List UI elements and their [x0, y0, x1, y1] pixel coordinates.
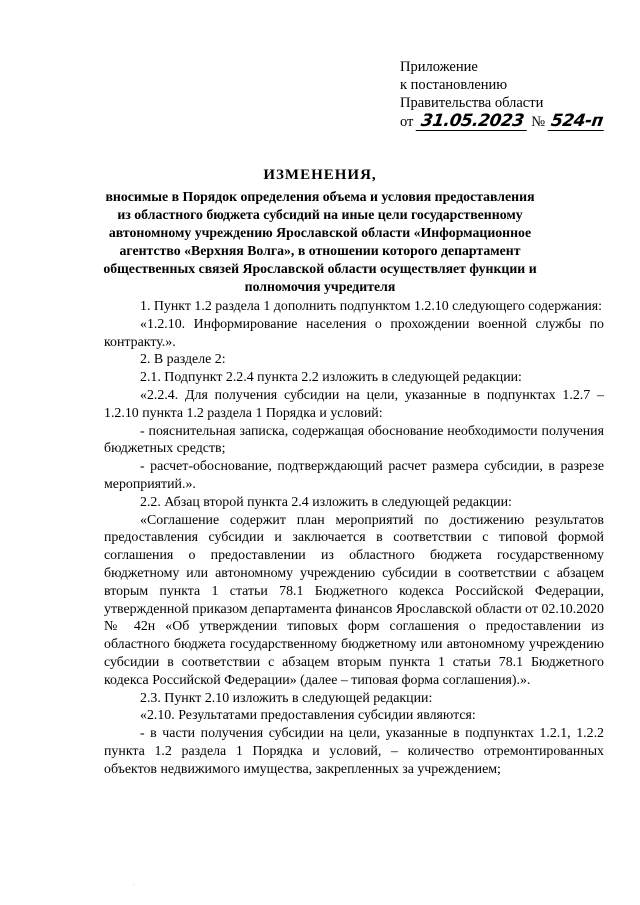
scan-artifact: ·	[132, 880, 135, 890]
document-title-block	[100, 166, 540, 296]
document-title: ИЗМЕНЕНИЯ,	[263, 167, 377, 183]
document-body	[104, 298, 604, 779]
paragraph-11: «2.10. Результатами предоставления субсидии являются:	[140, 708, 476, 724]
paragraph-2: «1.2.10. Информирование населения о прохождении военной службы по контракту.».	[104, 316, 604, 350]
number-prefix: №	[531, 114, 546, 130]
paragraph-8: 2.2. Абзац второй пункта 2.4 изложить в следующей редакции:	[140, 494, 512, 510]
paragraph-7: - расчет-обоснование, подтверждающий расчет размера субсидии, в разрезе мероприятий.».	[104, 459, 604, 492]
paragraph-5: «2.2.4. Для получения субсидии на цели, указанные в подпунктах 1.2.7 – 1.2.10 пункта 1.2 раздела 1 Порядка и условий:	[104, 387, 604, 421]
appendix-date-line	[400, 111, 604, 131]
paragraph-4: 2.1. Подпункт 2.2.4 пункта 2.2 изложить в следующей редакции:	[140, 370, 522, 386]
paragraph-12: - в части получения субсидии на цели, указанные в подпунктах 1.2.1, 1.2.2 пункта 1.2 раздела 1 Порядка и условий, – количество отремонтированных объектов недвижимого имущества, закрепленных за учреждением;	[104, 726, 604, 777]
appendix-line-3: Правительства области	[400, 95, 544, 111]
paragraph-9: «Соглашение содержит план мероприятий по достижению результатов предоставления субсидии и заключается в соответствии с типовой формой соглашения о предоставлении из областного бюджета государственному бюджетному или автономному учреждению субсидии в соответствии с абзацем вторым пункта 1 статьи 78.1 Бюджетного кодекса Российской Федерации, утвержденной приказом департамента финансов Ярославской области от 02.10.2020 № 42н «Об утверждении типовых форм соглашения о предоставлении из областного бюджета государственному бюджетному или автономному учреждению субсидии в соответствии с абзацем вторым пункта 1 статьи 78.1 Бюджетного кодекса Российской Федерации» (далее – типовая форма соглашения).».	[104, 512, 604, 688]
paragraph-3: 2. В разделе 2:	[140, 352, 226, 368]
appendix-header	[400, 58, 604, 131]
appendix-line-1: Приложение	[400, 59, 478, 75]
paragraph-10: 2.3. Пункт 2.10 изложить в следующей редакции:	[140, 690, 433, 706]
appendix-line-2: к постановлению	[400, 77, 508, 93]
handwritten-date: 31.05.2023	[416, 112, 529, 131]
document-subtitle: вносимые в Порядок определения объема и условия предоставления из областного бюджета субсидий на иные цели государственному автономному учреждению Ярославской области «Информационное агентство «Верхняя Волга», в отношении которого департамент общественных связей Ярославской области осуществляет функции и полномочия учредителя	[103, 189, 537, 294]
handwritten-number: 524-п	[549, 111, 604, 131]
paragraph-1: 1. Пункт 1.2 раздела 1 дополнить подпунктом 1.2.10 следующего содержания:	[140, 299, 603, 314]
paragraph-6: - пояснительная записка, содержащая обоснование необходимости получения бюджетных средств;	[104, 423, 604, 457]
date-prefix: от	[400, 114, 414, 130]
